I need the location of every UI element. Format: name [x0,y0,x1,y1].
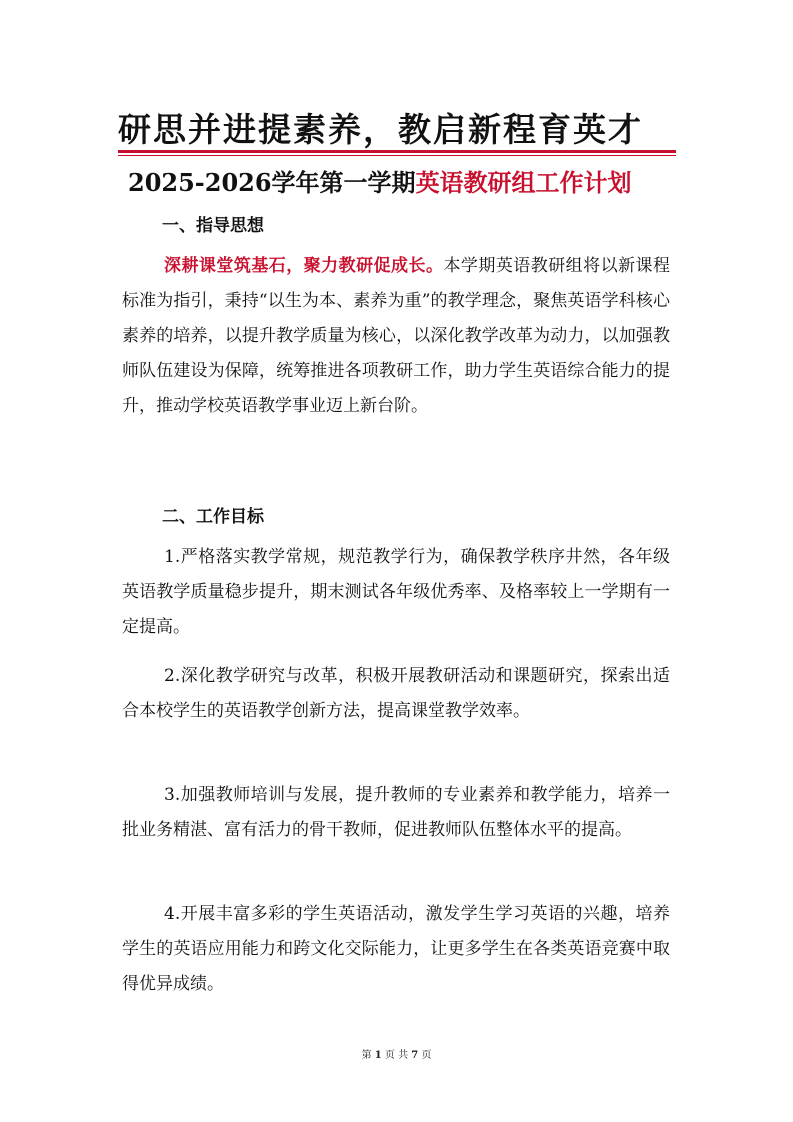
footer-prefix: 第 [361,1050,372,1061]
footer-total-pages: 7 [411,1050,419,1061]
paragraph-lead: 深耕课堂筑基石，聚力教研促成长。 [164,256,444,276]
title-rule-thick [118,150,676,153]
section-heading-work-goals: 二、工作目标 [162,507,264,527]
goal-item-2: 2.深化教学研究与改革，积极开展教研活动和课题研究，探索出适合本校学生的英语教学创新方法，提高课堂教学效率。 [122,666,670,721]
title-rule-thin [118,155,676,156]
footer-middle: 页 共 [384,1050,409,1061]
paragraph-guiding-ideology [122,249,670,424]
goal-item-4: 4.开展丰富多彩的学生英语活动，激发学生学习英语的兴趣，培养学生的英语应用能力和跨文化交际能力，让更多学生在各类英语竞赛中取得优异成绩。 [122,904,670,994]
section-heading-guiding-ideology: 一、指导思想 [162,216,264,236]
page-footer [0,1046,793,1061]
paragraph-text: 本学期英语教研组将以新课程标准为指引，秉持“以生为本、素养为重”的教学理念，聚焦英语学科核心素养的培养，以提升教学质量为核心，以深化教学改革为动力，以加强教师队伍建设为保障，统筹推进各项教研工作，助力学生英语综合能力的提升，推动学校英语教学事业迈上新台阶。 [122,256,671,416]
goal-item-3: 3.加强教师培训与发展，提升教师的专业素养和教学能力，培养一批业务精湛、富有活力的骨干教师，促进教师队伍整体水平的提高。 [122,785,670,840]
document-subtitle [128,163,688,198]
footer-suffix: 页 [421,1050,432,1061]
goal-item-1: 1.严格落实教学常规，规范教学行为，确保教学秩序井然，各年级英语教学质量稳步提升，期末测试各年级优秀率、及格率较上一学期有一定提高。 [122,547,670,637]
footer-page-number: 1 [374,1050,382,1061]
subtitle-accent: 英语教研组工作计划 [415,168,632,197]
subtitle-prefix: 2025-2026学年第一学期 [128,168,416,197]
document-title: 研思并进提素养，教启新程育英才 [118,110,643,149]
